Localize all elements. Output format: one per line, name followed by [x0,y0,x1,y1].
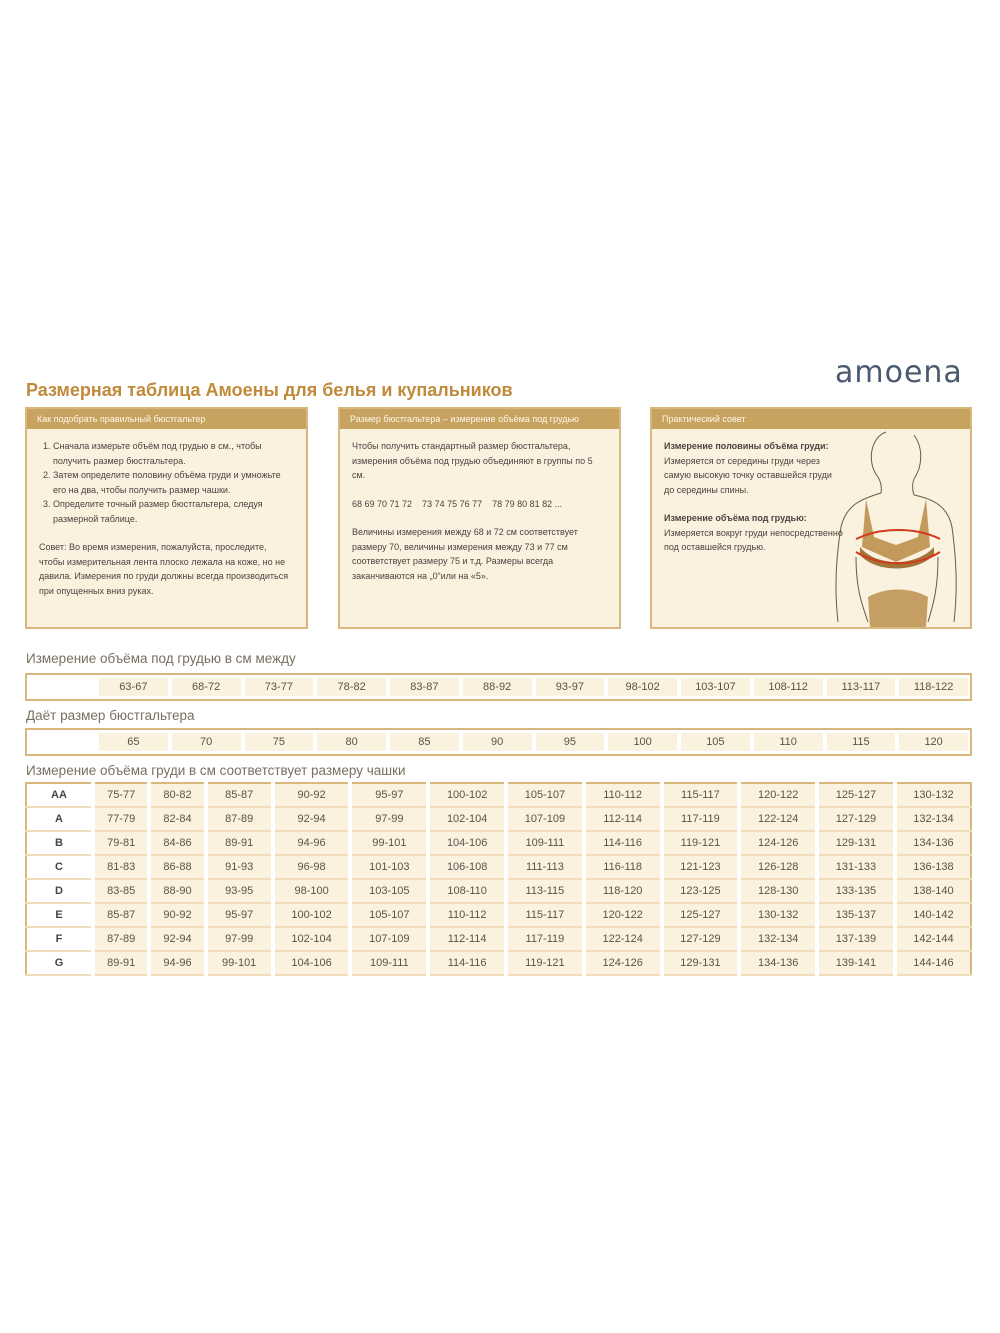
cup-cell: 82-84 [149,807,205,831]
cup-cell: 121-123 [662,855,740,879]
panel-heading: Как подобрать правильный бюстгальтер [27,409,306,429]
cup-cell: 107-109 [506,807,584,831]
cup-cell: 79-81 [93,831,149,855]
cup-label: E [26,903,93,927]
cup-cell: 86-88 [149,855,205,879]
cup-label: A [26,807,93,831]
underbust-cell: 68-72 [172,678,241,696]
cup-cell: 129-131 [817,831,895,855]
cup-cell: 126-128 [739,855,817,879]
cup-cell: 90-92 [273,783,351,807]
cup-cell: 93-95 [206,879,273,903]
cup-row [26,831,971,855]
panel-how-to-choose [25,407,308,629]
cup-cell: 84-86 [149,831,205,855]
cup-cell: 136-138 [895,855,971,879]
cup-cell: 105-107 [506,783,584,807]
cup-cell: 114-116 [584,831,662,855]
cup-cell: 77-79 [93,807,149,831]
cup-cell: 122-124 [584,927,662,951]
cup-cell: 89-91 [93,951,149,975]
cup-table-label: Измерение объёма груди в см соответствует размеру чашки [26,763,406,778]
cup-cell: 100-102 [273,903,351,927]
underbust-cell: 78-82 [317,678,386,696]
cup-cell: 130-132 [739,903,817,927]
cup-cell: 125-127 [662,903,740,927]
cup-label: G [26,951,93,975]
size-explanation-text: Величины измерения между 68 и 72 см соответствует размеру 70, величины измерения между 73 и 77 см соответствует размеру 75 и т.д. Размеры всегда заканчиваются на „0“или на «5». [352,527,578,581]
cup-cell: 88-90 [149,879,205,903]
cup-label: AA [26,783,93,807]
cup-cell: 133-135 [817,879,895,903]
cup-cell: 116-118 [584,855,662,879]
cup-cell: 80-82 [149,783,205,807]
cup-cell: 114-116 [428,951,506,975]
cup-cell: 96-98 [273,855,351,879]
cup-cell: 131-133 [817,855,895,879]
cup-cell: 105-107 [350,903,428,927]
cup-size-table [25,782,972,976]
advice-text-underbust: Измеряется вокруг груди непосредственно под оставшейся грудью. [664,527,843,552]
cup-cell: 112-114 [428,927,506,951]
underbust-cell: 73-77 [245,678,314,696]
cup-cell: 97-99 [350,807,428,831]
cup-cell: 101-103 [350,855,428,879]
cup-cell: 89-91 [206,831,273,855]
cup-cell: 106-108 [428,855,506,879]
cup-cell: 119-121 [662,831,740,855]
underbust-cell: 108-112 [754,678,823,696]
cup-cell: 111-113 [506,855,584,879]
cup-cell: 132-134 [739,927,817,951]
cup-cell: 104-106 [273,951,351,975]
cup-cell: 115-117 [506,903,584,927]
bandsize-cell: 70 [172,733,241,751]
size-intro-text: Чтобы получить стандартный размер бюстгальтера, измерения объёма под грудью объединяют в группы по 5 см. [352,441,593,480]
step-item: 3. Определите точный размер бюстгальтера, следуя размерной таблице. [53,497,294,526]
cup-cell: 120-122 [739,783,817,807]
cup-cell: 127-129 [817,807,895,831]
cup-cell: 92-94 [149,927,205,951]
cup-cell: 123-125 [662,879,740,903]
cup-label: D [26,879,93,903]
cup-cell: 97-99 [206,927,273,951]
bandsize-cell: 105 [681,733,750,751]
underbust-cell: 103-107 [681,678,750,696]
bandsize-row [25,728,972,756]
advice-text-half-bust: Измеряется от середины груди через самую высокую точку оставшейся груди до середины спины. [664,455,832,495]
cup-cell: 94-96 [149,951,205,975]
cup-cell: 134-136 [895,831,971,855]
cup-cell: 104-106 [428,831,506,855]
cup-cell: 75-77 [93,783,149,807]
cup-row [26,927,971,951]
cup-cell: 127-129 [662,927,740,951]
cup-cell: 138-140 [895,879,971,903]
advice-heading-underbust: Измерение объёма под грудью: [664,513,807,523]
underbust-cell: 98-102 [608,678,677,696]
page-title: Размерная таблица Амоены для белья и купальников [26,380,513,400]
cup-cell: 109-111 [350,951,428,975]
cup-row [26,951,971,975]
cup-cell: 118-120 [584,879,662,903]
tip-text: Совет: Во время измерения, пожалуйста, проследите, чтобы измерительная лента плоско лежала на коже, но не давила. Измерения по груди должны всегда производиться при опущенных вниз руках. [39,542,289,596]
bandsize-cell: 90 [463,733,532,751]
advice-heading-half-bust: Измерение половины объёма груди: [664,441,829,451]
bandsize-cell: 65 [99,733,168,751]
bandsize-cell: 80 [317,733,386,751]
bandsize-cell: 115 [827,733,896,751]
cup-cell: 91-93 [206,855,273,879]
underbust-label: Измерение объёма под грудью в см между [26,651,296,666]
bandsize-cell: 85 [390,733,459,751]
cup-label: F [26,927,93,951]
underbust-cell: 93-97 [536,678,605,696]
cup-cell: 98-100 [273,879,351,903]
cup-cell: 92-94 [273,807,351,831]
underbust-cell: 88-92 [463,678,532,696]
size-number-groups: 68 69 70 71 72 73 74 75 76 77 78 79 80 81 82 ... [352,498,563,509]
cup-row [26,879,971,903]
cup-row [26,807,971,831]
woman-measurement-figure-icon [826,427,966,627]
cup-cell: 115-117 [662,783,740,807]
cup-cell: 81-83 [93,855,149,879]
bandsize-label: Даёт размер бюстгальтера [26,708,195,723]
panel-heading: Размер бюстгальтера – измерение объёма под грудью [340,409,619,429]
cup-cell: 130-132 [895,783,971,807]
bandsize-cell: 120 [899,733,968,751]
cup-cell: 100-102 [428,783,506,807]
cup-cell: 125-127 [817,783,895,807]
cup-cell: 110-112 [428,903,506,927]
cup-cell: 124-126 [584,951,662,975]
cup-row [26,903,971,927]
cup-cell: 94-96 [273,831,351,855]
cup-cell: 85-87 [93,903,149,927]
cup-cell: 95-97 [350,783,428,807]
cup-cell: 137-139 [817,927,895,951]
underbust-cell: 118-122 [899,678,968,696]
cup-cell: 103-105 [350,879,428,903]
step-item: 1. Сначала измерьте объём под грудью в см., чтобы получить размер бюстгальтера. [53,439,294,468]
cup-cell: 119-121 [506,951,584,975]
cup-cell: 113-115 [506,879,584,903]
cup-cell: 102-104 [273,927,351,951]
cup-cell: 134-136 [739,951,817,975]
bandsize-cell: 100 [608,733,677,751]
cup-cell: 87-89 [93,927,149,951]
cup-cell: 139-141 [817,951,895,975]
cup-cell: 129-131 [662,951,740,975]
underbust-cell: 63-67 [99,678,168,696]
cup-cell: 95-97 [206,903,273,927]
cup-cell: 107-109 [350,927,428,951]
cup-cell: 120-122 [584,903,662,927]
cup-cell: 132-134 [895,807,971,831]
cup-cell: 109-111 [506,831,584,855]
step-item: 2. Затем определите половину объёма груди и умножьте его на два, чтобы получить размер чашки. [53,468,294,497]
bandsize-cell: 75 [245,733,314,751]
cup-cell: 117-119 [506,927,584,951]
cup-cell: 122-124 [739,807,817,831]
cup-cell: 112-114 [584,807,662,831]
steps-list [39,439,294,526]
cup-cell: 140-142 [895,903,971,927]
underbust-row [25,673,972,701]
bandsize-cell: 110 [754,733,823,751]
panel-heading: Практический совет [652,409,970,429]
cup-cell: 108-110 [428,879,506,903]
panel-practical-advice [650,407,972,629]
cup-cell: 142-144 [895,927,971,951]
panel-bra-size [338,407,621,629]
underbust-cell: 113-117 [827,678,896,696]
cup-cell: 83-85 [93,879,149,903]
cup-label: B [26,831,93,855]
cup-cell: 117-119 [662,807,740,831]
cup-cell: 102-104 [428,807,506,831]
cup-cell: 90-92 [149,903,205,927]
cup-cell: 128-130 [739,879,817,903]
cup-cell: 144-146 [895,951,971,975]
underbust-cell: 83-87 [390,678,459,696]
cup-cell: 99-101 [350,831,428,855]
amoena-logo: amoena [835,355,963,390]
cup-cell: 99-101 [206,951,273,975]
cup-row [26,783,971,807]
bandsize-cell: 95 [536,733,605,751]
cup-cell: 124-126 [739,831,817,855]
cup-cell: 85-87 [206,783,273,807]
cup-cell: 87-89 [206,807,273,831]
cup-cell: 135-137 [817,903,895,927]
cup-cell: 110-112 [584,783,662,807]
cup-label: C [26,855,93,879]
cup-row [26,855,971,879]
